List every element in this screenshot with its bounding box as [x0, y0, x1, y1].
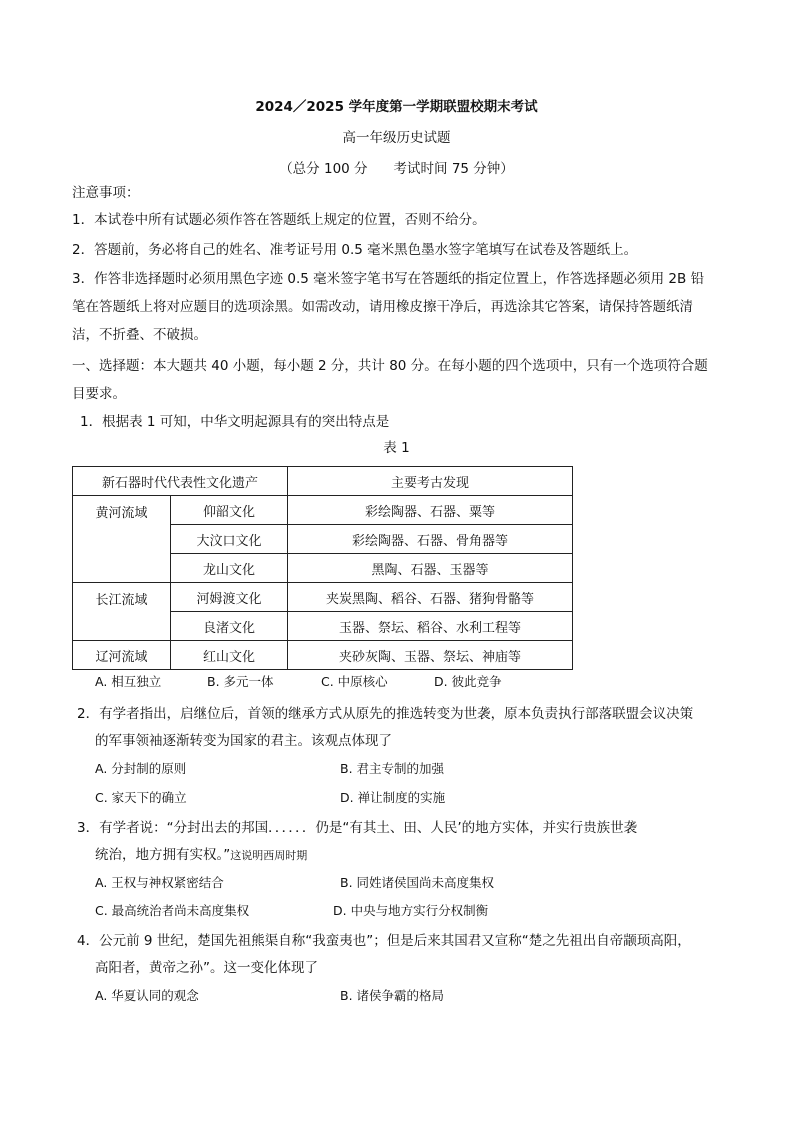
q4-option-a: A. 华夏认同的观念	[95, 988, 199, 1003]
note-2: 2．答题前，务必将自己的姓名、准考证号用 0.5 毫米黑色墨水签字笔填写在试卷及答题纸上。	[72, 242, 638, 258]
table-header-row	[73, 467, 573, 496]
q3-stem-line2	[95, 845, 307, 866]
q3-stem-line1: 3．有学者说：“分封出去的邦国．．．．．．仍是“有其土、田、人民’的地方实体，并实行贵族世袭	[77, 820, 638, 836]
q3-option-c: C. 最高统治者尚未高度集权	[95, 903, 250, 918]
q1-option-c: C. 中原核心	[321, 674, 388, 689]
culture-cell: 红山文化	[171, 641, 288, 670]
table-row	[73, 641, 573, 670]
culture-cell: 河姆渡文化	[171, 583, 288, 612]
q1-option-d: D. 彼此竞争	[434, 674, 502, 689]
table-header-findings: 主要考古发现	[288, 467, 573, 496]
q3-option-a: A. 王权与神权紧密结合	[95, 875, 224, 890]
q4-option-b: B. 诸侯争霸的格局	[340, 988, 445, 1003]
table-row	[73, 583, 573, 612]
table-caption: 表 1	[383, 440, 410, 456]
exam-meta	[0, 157, 793, 177]
q4-stem-line1: 4．公元前 9 世纪，楚国先祖熊渠自称“我蛮夷也”；但是后来其国君又宣称“楚之先祖出自帝颛顼高阳，	[77, 933, 691, 949]
q1-option-a: A. 相互独立	[95, 674, 162, 689]
findings-cell: 黑陶、石器、玉器等	[288, 554, 573, 583]
total-score: （总分 100 分	[279, 161, 368, 177]
findings-cell: 彩绘陶器、石器、粟等	[288, 496, 573, 525]
findings-cell: 玉器、祭坛、稻谷、水利工程等	[288, 612, 573, 641]
culture-cell: 良渚文化	[171, 612, 288, 641]
q2-option-c: C. 家天下的确立	[95, 790, 187, 805]
q2-option-d: D. 禅让制度的实施	[340, 790, 446, 805]
table-header-heritage: 新石器时代代表性文化遗产	[73, 467, 288, 496]
q3-option-b: B. 同姓诸侯国尚未高度集权	[340, 875, 495, 890]
region-cell: 长江流域	[73, 583, 171, 641]
q3-stem-line2-small: 这说明西周时期	[230, 849, 308, 862]
region-cell: 辽河流域	[73, 641, 171, 670]
q2-stem-line1: 2．有学者指出，启继位后，首领的继承方式从原先的推选转变为世袭，原本负责执行部落联盟会议决策	[77, 706, 694, 722]
q2-stem-line2: 的军事领袖逐渐转变为国家的君主。该观点体现了	[95, 733, 392, 749]
section-heading-line1: 一、选择题：本大题共 40 小题，每小题 2 分，共计 80 分。在每小题的四个选项中，只有一个选项符合题	[72, 358, 708, 374]
q4-stem-line2: 高阳者，黄帝之孙”。这一变化体现了	[95, 960, 318, 976]
note-3-line2: 笔在答题纸上将对应题目的选项涂黑。如需改动，请用橡皮擦干净后，再选涂其它答案，请保持答题纸清	[72, 299, 693, 315]
civilization-table	[72, 466, 573, 670]
exam-time: 考试时间 75 分钟）	[393, 161, 514, 177]
section-heading-line2: 目要求。	[72, 386, 126, 402]
findings-cell: 彩绘陶器、石器、骨角器等	[288, 525, 573, 554]
q3-option-d: D. 中央与地方实行分权制衡	[333, 903, 489, 918]
exam-title: 2024／2025 学年度第一学期联盟校期末考试	[255, 99, 538, 115]
q2-option-b: B. 君主专制的加强	[340, 761, 445, 776]
q2-option-a: A. 分封制的原则	[95, 761, 187, 776]
culture-cell: 仰韶文化	[171, 496, 288, 525]
note-3-line1: 3．作答非选择题时必须用黑色字迹 0.5 毫米签字笔书写在答题纸的指定位置上，作答选择题必须用 2B 铅	[72, 271, 705, 287]
culture-cell: 大汶口文化	[171, 525, 288, 554]
note-3-line3: 洁，不折叠、不破损。	[72, 327, 207, 343]
note-1: 1．本试卷中所有试题必须作答在答题纸上规定的位置，否则不给分。	[72, 212, 486, 228]
notes-heading: 注意事项：	[72, 185, 140, 201]
exam-subtitle: 高一年级历史试题	[342, 130, 451, 146]
q1-stem: 1．根据表 1 可知，中华文明起源具有的突出特点是	[80, 414, 390, 430]
table-row	[73, 496, 573, 525]
culture-cell: 龙山文化	[171, 554, 288, 583]
q3-stem-line2-main: 统治，地方拥有实权。”	[95, 847, 231, 863]
findings-cell: 夹炭黑陶、稻谷、石器、猪狗骨骼等	[288, 583, 573, 612]
findings-cell: 夹砂灰陶、玉器、祭坛、神庙等	[288, 641, 573, 670]
region-cell: 黄河流域	[73, 496, 171, 583]
q1-option-b: B. 多元一体	[207, 674, 274, 689]
